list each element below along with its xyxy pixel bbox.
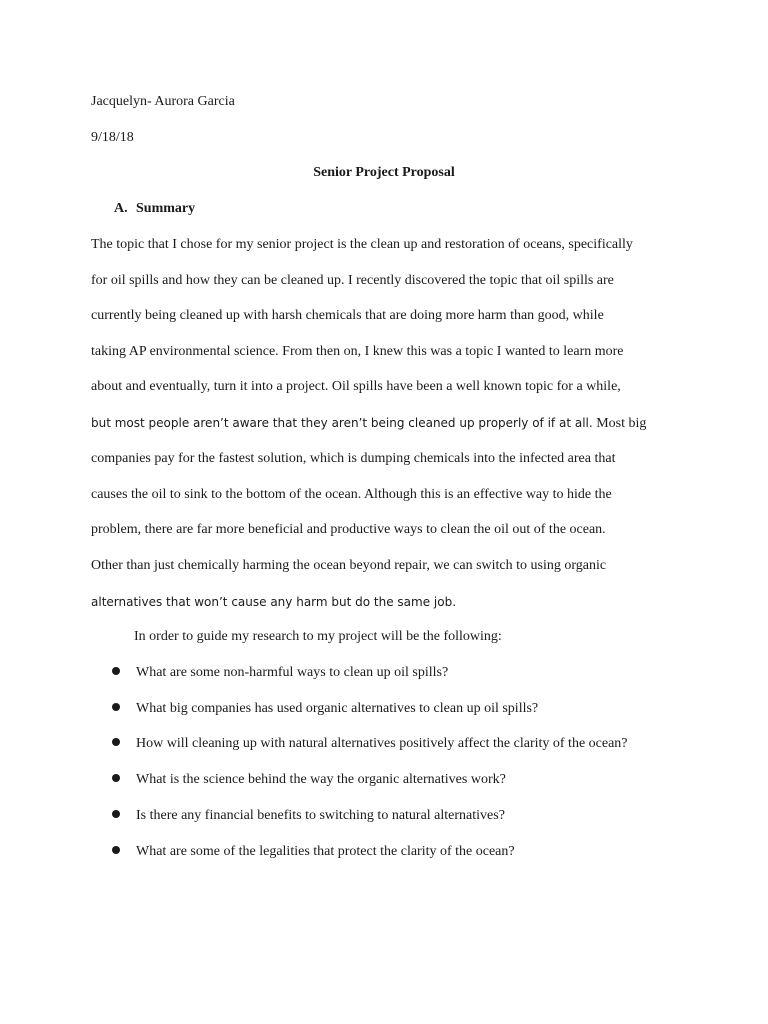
- bullet-icon: [112, 667, 120, 675]
- list-item: [112, 664, 448, 682]
- section-heading: [114, 200, 195, 218]
- list-item-text: What big companies has used organic alternatives to clean up oil spills?: [136, 701, 539, 716]
- paragraph-line: companies pay for the fastest solution, which is dumping chemicals into the infected area that: [91, 451, 616, 466]
- bullet-icon: [112, 738, 120, 746]
- paragraph-line: Other than just chemically harming the ocean beyond repair, we can switch to using organic: [91, 558, 607, 573]
- bullet-icon: [112, 846, 120, 854]
- list-item-text: What is the science behind the way the organic alternatives work?: [136, 772, 506, 787]
- research-intro: In order to guide my research to my project will be the following:: [134, 629, 502, 644]
- author-name: Jacquelyn- Aurora Garcia: [91, 94, 235, 109]
- list-item-text: How will cleaning up with natural alternatives positively affect the clarity of the ocean?: [136, 736, 628, 751]
- list-item: [112, 700, 538, 718]
- list-item: [112, 843, 515, 861]
- section-marker: A.: [114, 201, 128, 216]
- list-item: [112, 735, 628, 753]
- paragraph-line-sans-part: but most people aren’t aware that they aren’t being cleaned up properly of if at all.: [91, 416, 593, 430]
- list-item: [112, 771, 506, 789]
- paragraph-line: problem, there are far more beneficial and productive ways to clean the oil out of the ocean.: [91, 522, 606, 537]
- paragraph-line: currently being cleaned up with harsh chemicals that are doing more harm than good, while: [91, 308, 604, 323]
- paragraph-line: causes the oil to sink to the bottom of the ocean. Although this is an effective way to hide the: [91, 487, 612, 502]
- document-title: Senior Project Proposal: [313, 165, 455, 180]
- paragraph-line: about and eventually, turn it into a project. Oil spills have been a well known topic for a while,: [91, 379, 621, 394]
- paragraph-line: for oil spills and how they can be cleaned up. I recently discovered the topic that oil spills are: [91, 273, 614, 288]
- section-heading-text: Summary: [136, 201, 196, 216]
- list-item-text: What are some non-harmful ways to clean up oil spills?: [136, 665, 449, 680]
- paragraph-line: taking AP environmental science. From then on, I knew this was a topic I wanted to learn more: [91, 344, 624, 359]
- paragraph-line-serif-part: Most big: [592, 416, 647, 431]
- paragraph-line: The topic that I chose for my senior project is the clean up and restoration of oceans, specifically: [91, 237, 633, 252]
- paragraph-line: alternatives that won’t cause any harm but do the same job.: [91, 595, 457, 609]
- bullet-icon: [112, 703, 120, 711]
- list-item: [112, 807, 505, 825]
- document-date: 9/18/18: [91, 130, 134, 145]
- bullet-icon: [112, 774, 120, 782]
- paragraph-line: [91, 414, 646, 433]
- list-item-text: Is there any financial benefits to switching to natural alternatives?: [136, 808, 505, 823]
- bullet-icon: [112, 810, 120, 818]
- list-item-text: What are some of the legalities that protect the clarity of the ocean?: [136, 844, 515, 859]
